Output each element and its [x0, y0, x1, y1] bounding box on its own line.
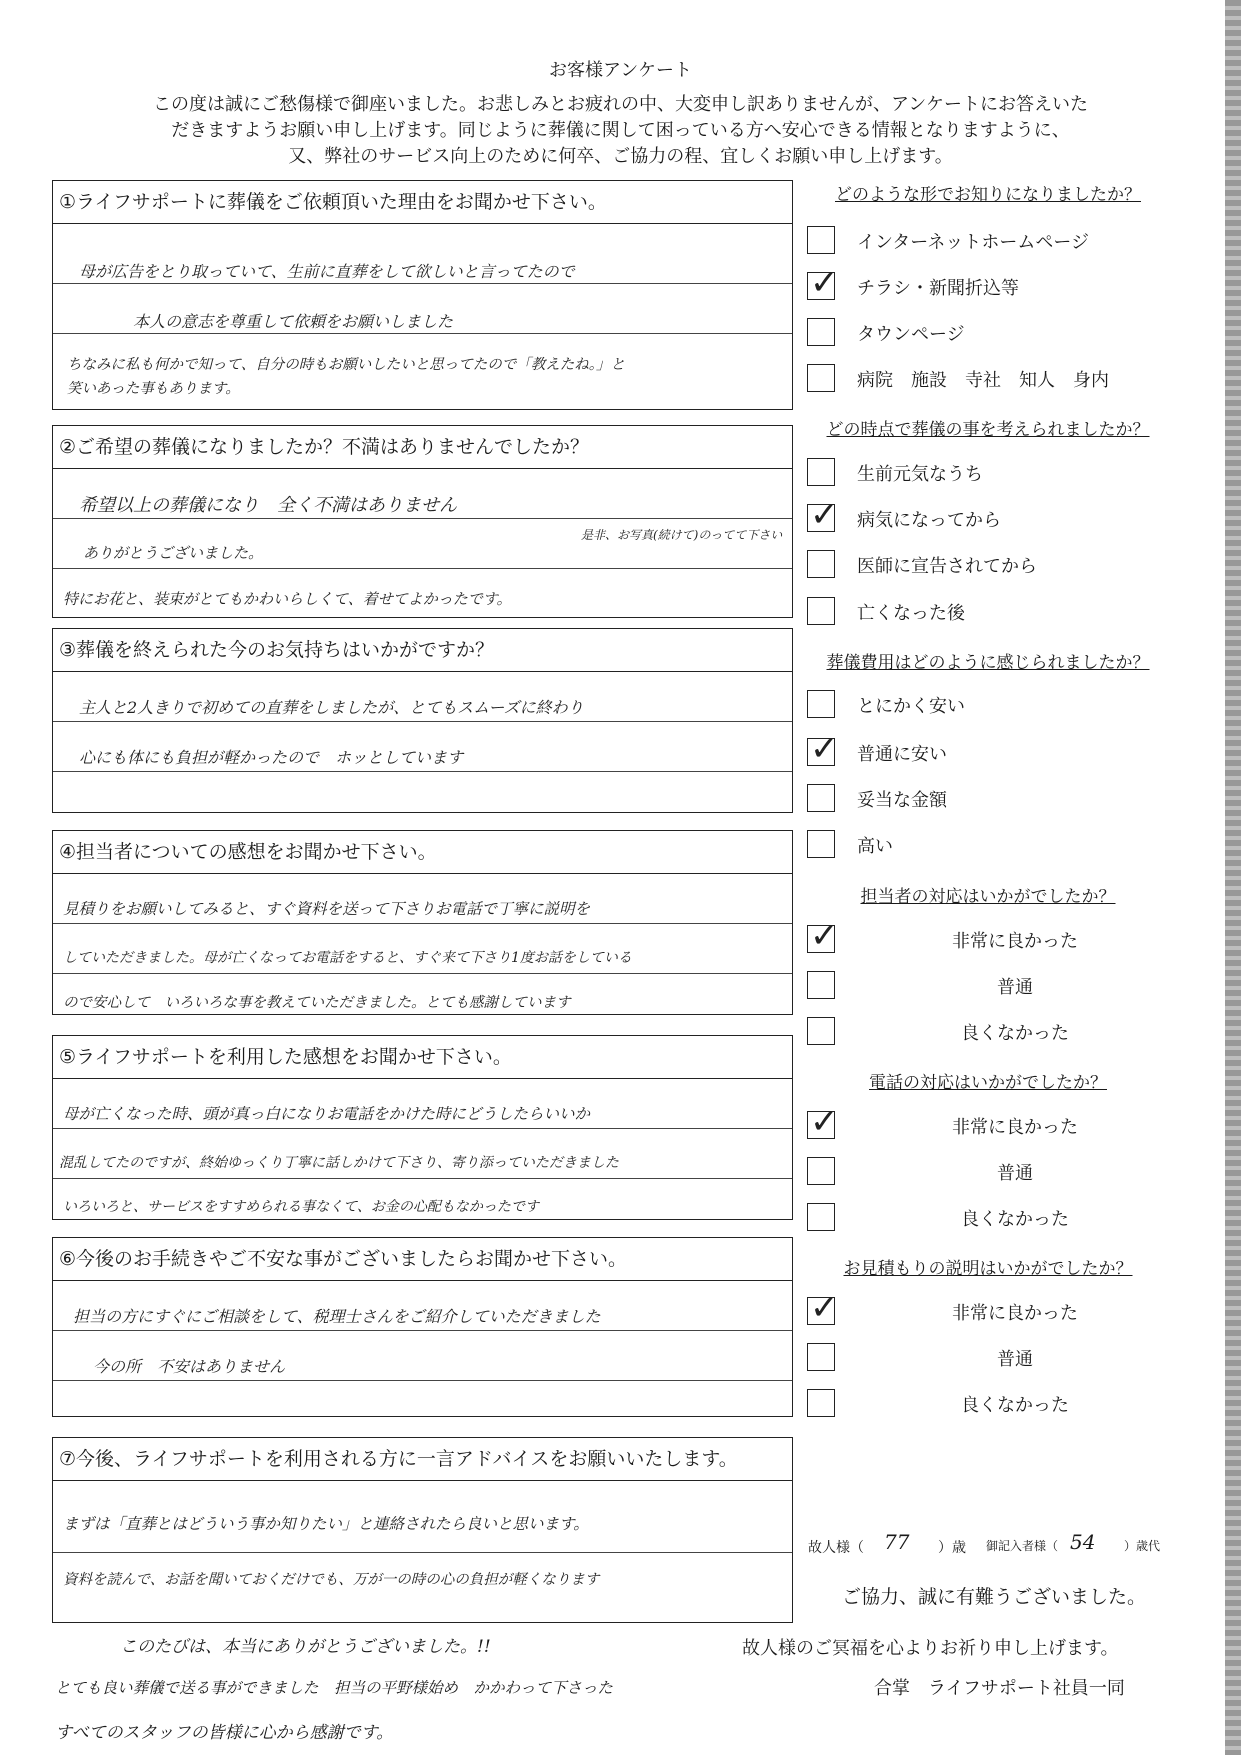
handwritten-answer: 混乱してたのですが、終始ゆっくり丁寧に話しかけて下さり、寄り添っていただきました [59, 1155, 619, 1171]
checkbox-checked[interactable] [807, 1111, 835, 1139]
checkbox[interactable] [807, 550, 835, 578]
option-label: 妥当な金額 [857, 790, 947, 811]
option-label: 普通 [997, 1349, 1033, 1370]
checkbox[interactable] [807, 1157, 835, 1185]
checkbox-checked[interactable] [807, 1297, 835, 1325]
side-question-label: お見積もりの説明はいかがでしたか？ [843, 1259, 1133, 1279]
handwritten-answer: 資料を読んで、お話を聞いておくだけでも、万が一の時の心の負担が軽くなります [63, 1572, 600, 1588]
checkbox[interactable] [807, 1017, 835, 1045]
option-label: インターネットホームページ [857, 232, 1090, 253]
intro-text [40, 92, 1201, 170]
deceased-age-value: 77 [884, 1530, 910, 1554]
question-6-box [52, 1237, 793, 1417]
checkbox[interactable] [807, 971, 835, 999]
option-label: 普通 [997, 977, 1033, 998]
question-label: ②ご希望の葬儀になりましたか？不満はありませんでしたか？ [53, 426, 792, 469]
sign-text: 合掌 ライフサポート社員一同 [874, 1678, 1125, 1699]
handwritten-answer: 今の所 不安はありません [93, 1357, 286, 1376]
question-label: ⑥今後のお手続きやご不安な事がございましたらお聞かせ下さい。 [53, 1238, 792, 1281]
question-4-box [52, 830, 793, 1015]
checkbox[interactable] [807, 784, 835, 812]
prayer-text: 故人様のご冥福を心よりお祈り申し上げます。 [742, 1638, 1119, 1659]
option-label: 非常に良かった [952, 931, 1078, 952]
thanks-text: ご協力、誠に有難うございました。 [842, 1586, 1147, 1608]
checkbox[interactable] [807, 830, 835, 858]
handwritten-note: 是非、お写真(続けて)のってて下さい [581, 528, 783, 542]
side-question-label: 葬儀費用はどのように感じられましたか？ [826, 653, 1150, 673]
closing-note: とても良い葬儀で送る事ができました 担当の平野様始め かかわって下さった [55, 1679, 613, 1697]
side-question-label: どのような形でお知りになりましたか？ [835, 185, 1141, 205]
checkbox[interactable] [807, 226, 835, 254]
option-label: とにかく安い [857, 696, 965, 717]
option-label: 良くなかった [961, 1209, 1069, 1230]
scan-edge [1225, 0, 1241, 1755]
option-label: 良くなかった [961, 1395, 1069, 1416]
writer-age-value: 54 [1070, 1530, 1096, 1554]
question-label: ④担当者についての感想をお聞かせ下さい。 [53, 831, 792, 874]
option-label: 医師に宣告されてから [857, 556, 1037, 577]
checkbox-checked[interactable] [807, 738, 835, 766]
intro-line: 又、弊社のサービス向上のために何卒、ご協力の程、宜しくお願い申し上げます。 [288, 146, 953, 167]
checkbox-checked[interactable] [807, 504, 835, 532]
option-label: 普通 [997, 1163, 1033, 1184]
handwritten-answer: 主人と2人きりで初めての直葬をしましたが、とてもスムーズに終わり [79, 698, 584, 717]
question-7-box [52, 1437, 793, 1623]
checkbox[interactable] [807, 318, 835, 346]
checkbox[interactable] [807, 1203, 835, 1231]
option-label: 普通に安い [857, 744, 947, 765]
question-1-box [52, 180, 793, 410]
option-label: 良くなかった [961, 1023, 1069, 1044]
option-label: 病院 施設 寺社 知人 身内 [857, 370, 1109, 391]
handwritten-answer: 母が広告をとり取っていて、生前に直葬をして欲しいと言ってたので [79, 262, 575, 281]
option-label: 生前元気なうち [857, 464, 983, 485]
writer-age-label: 御記入者様（ [986, 1539, 1059, 1553]
handwritten-answer: していただきました。母が亡くなってお電話をすると、すぐ来て下さり1度お話をしている [63, 950, 632, 966]
checkbox[interactable] [807, 364, 835, 392]
closing-note: すべてのスタッフの皆様に心から感謝です。 [55, 1723, 394, 1743]
option-label: チラシ・新聞折込等 [857, 278, 1019, 299]
side-question-label: 担当者の対応はいかがでしたか？ [860, 887, 1116, 907]
question-5-box [52, 1035, 793, 1220]
handwritten-answer: 特にお花と、装束がとてもかわいらしくて、着せてよかったです。 [63, 590, 512, 608]
handwritten-answer: 見積りをお願いしてみると、すぐ資料を送って下さりお電話で丁寧に説明を [63, 900, 591, 918]
handwritten-answer: ちなみに私も何かで知って、自分の時もお願いしたいと思ってたので「教えたね。」と [67, 357, 625, 373]
checkbox[interactable] [807, 690, 835, 718]
option-label: 非常に良かった [952, 1117, 1078, 1138]
closing-note: このたびは、本当にありがとうございました。!! [120, 1637, 491, 1657]
question-2-box [52, 425, 793, 618]
handwritten-answer: まずは「直葬とはどういう事か知りたい」と連絡されたら良いと思います。 [63, 1515, 589, 1533]
checkbox[interactable] [807, 1389, 835, 1417]
writer-age-unit: ）歳代 [1124, 1539, 1161, 1553]
question-3-box [52, 628, 793, 813]
handwritten-answer: 本人の意志を尊重して依頼をお願いしました [133, 312, 454, 331]
checkbox-checked[interactable] [807, 272, 835, 300]
handwritten-answer: 心にも体にも負担が軽かったので ホッとしています [79, 748, 464, 767]
handwritten-answer: 担当の方にすぐにご相談をして、税理士さんをご紹介していただきました [73, 1307, 601, 1326]
checkbox[interactable] [807, 458, 835, 486]
option-label: 亡くなった後 [857, 603, 965, 624]
question-label: ③葬儀を終えられた今のお気持ちはいかがですか？ [53, 629, 792, 672]
option-label: 病気になってから [857, 510, 1001, 531]
checkbox[interactable] [807, 597, 835, 625]
survey-title: お客様アンケート [549, 60, 692, 81]
option-label: タウンページ [857, 324, 965, 345]
question-label: ⑤ライフサポートを利用した感想をお聞かせ下さい。 [53, 1036, 792, 1079]
handwritten-answer: いろいろと、サービスをすすめられる事なくて、お金の心配もなかったです [63, 1199, 539, 1215]
intro-line: だきますようお願い申し上げます。同じように葬儀に関して困っている方へ安心できる情報となりますように、 [171, 120, 1070, 141]
handwritten-answer: 母が亡くなった時、頭が真っ白になりお電話をかけた時にどうしたらいいか [63, 1105, 591, 1123]
deceased-age-unit: ）歳 [938, 1540, 966, 1556]
intro-line: この度は誠にご愁傷様で御座いました。お悲しみとお疲れの中、大変申し訳ありませんが、アンケートにお答えいた [153, 94, 1088, 115]
handwritten-answer: ので安心して いろいろな事を教えていただきました。とても感謝しています [63, 995, 571, 1011]
deceased-age-label: 故人様（ [808, 1540, 864, 1556]
side-question-label: 電話の対応はいかがでしたか？ [869, 1073, 1107, 1093]
option-label: 高い [857, 836, 893, 857]
checkbox-checked[interactable] [807, 925, 835, 953]
option-label: 非常に良かった [952, 1303, 1078, 1324]
handwritten-answer: 笑いあった事もあります。 [67, 381, 240, 397]
question-label: ①ライフサポートに葬儀をご依頼頂いた理由をお聞かせ下さい。 [53, 181, 792, 224]
question-label: ⑦今後、ライフサポートを利用される方に一言アドバイスをお願いいたします。 [53, 1438, 792, 1481]
handwritten-answer: ありがとうございました。 [83, 544, 264, 562]
handwritten-answer: 希望以上の葬儀になり 全く不満はありません [79, 495, 457, 516]
checkbox[interactable] [807, 1343, 835, 1371]
side-question-label: どの時点で葬儀の事を考えられましたか？ [826, 420, 1150, 440]
